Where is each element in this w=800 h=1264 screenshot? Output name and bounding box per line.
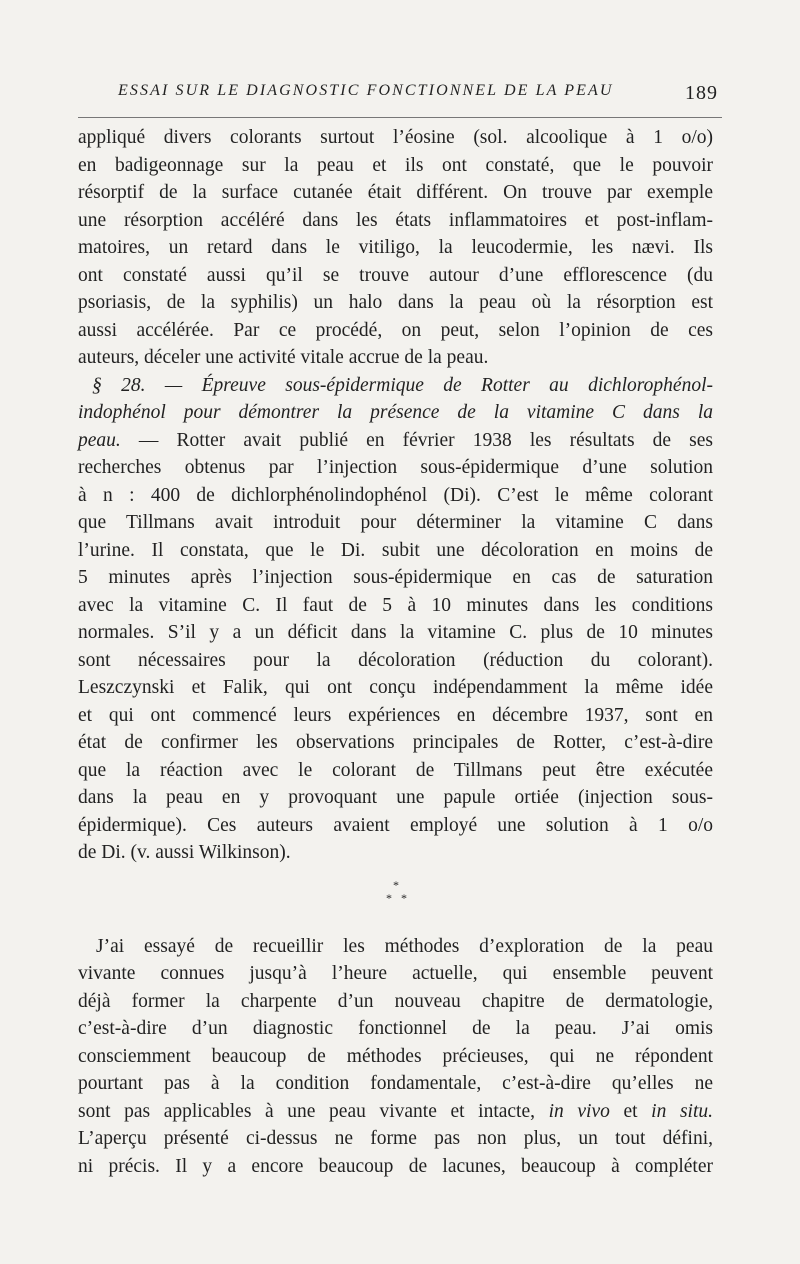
- text-line: vivante connues jusqu’à l’heure actuelle, qui ensemble peuvent: [78, 963, 713, 984]
- text-line: sont nécessaires pour la décoloration (réduction du colorant).: [78, 649, 713, 671]
- text-line: dans la peau en y provoquant une papule ortiée (injection sous-: [78, 787, 713, 808]
- text-line: auteurs, déceler une activité vitale accrue de la peau.: [78, 347, 489, 368]
- latin-term: in situ.: [651, 1100, 713, 1122]
- text-line: ont constaté aussi qu’il se trouve autour d’une efflorescence (du: [78, 264, 713, 286]
- running-title: ESSAI SUR LE DIAGNOSTIC FONCTIONNEL DE LA PEAU: [118, 82, 614, 99]
- text-line: l’urine. Il constata, que le Di. subit une décoloration en moins de: [78, 539, 713, 561]
- text-line: épidermique). Ces auteurs avaient employé une solution à 1 o/o: [78, 814, 713, 836]
- text-segment: sont pas applicables à une peau vivante et intacte,: [78, 1100, 549, 1122]
- text-line: psoriasis, de la syphilis) un halo dans la peau où la résorption est: [78, 292, 713, 313]
- asterism-star: *: [401, 890, 407, 905]
- asterism-separator: [78, 867, 713, 921]
- text-line: état de confirmer les observations principales de Rotter, c’est-à-dire: [78, 732, 713, 753]
- text-line: consciemment beaucoup de méthodes précieuses, qui ne répondent: [78, 1045, 713, 1067]
- section-heading-line: § 28. — Épreuve sous-épidermique de Rotter au dichlorophénol-: [92, 374, 713, 396]
- text-line: ni précis. Il y a encore beaucoup de lacunes, beaucoup à compléter: [78, 1155, 713, 1177]
- text-line: normales. S’il y a un déficit dans la vitamine C. plus de 10 minutes: [78, 622, 713, 643]
- text-line: [78, 1098, 713, 1126]
- asterism-star: *: [386, 890, 392, 905]
- text-line: appliqué divers colorants surtout l’éosine (sol. alcoolique à 1 o/o): [78, 127, 713, 148]
- asterism-star: *: [393, 877, 399, 892]
- text-line: résorptif de la surface cutanée était différent. On trouve par exemple: [78, 182, 713, 203]
- text-line: avec la vitamine C. Il faut de 5 à 10 minutes dans les conditions: [78, 594, 713, 616]
- latin-term: in vivo: [548, 1100, 610, 1122]
- text-line: à n : 400 de dichlorphénolindophénol (Di). C’est le même colorant: [78, 484, 713, 506]
- text-line: [78, 427, 713, 455]
- text-line: Leszczynski et Falik, qui ont conçu indépendamment la même idée: [78, 677, 713, 698]
- page-number: 189: [685, 82, 718, 104]
- section-heading-end: peau.: [78, 429, 121, 451]
- text-line: matoires, un retard dans le vitiligo, la leucodermie, les nævi. Ils: [78, 237, 713, 258]
- text-line: recherches obtenus par l’injection sous-épidermique d’une solution: [78, 457, 713, 478]
- text-line: que Tillmans avait introduit pour déterminer la vitamine C dans: [78, 512, 713, 533]
- section-heading: [78, 372, 713, 400]
- section-heading-line: indophénol pour démontrer la présence de la vitamine C dans la: [78, 402, 713, 423]
- section-text: — Rotter avait publié en février 1938 les résultats de ses: [120, 429, 713, 451]
- header-rule: [78, 117, 722, 118]
- section-heading-cont: [78, 399, 713, 427]
- text-segment: et: [609, 1100, 652, 1122]
- text-line: J’ai essayé de recueillir les méthodes d’exploration de la peau: [96, 935, 713, 957]
- text-line: déjà former la charpente d’un nouveau chapitre de dermatologie,: [78, 990, 713, 1012]
- spacer: [78, 921, 713, 933]
- running-header: [118, 82, 718, 112]
- text-line: L’aperçu présenté ci-dessus ne forme pas non plus, un tout défini,: [78, 1128, 713, 1149]
- text-line: de Di. (v. aussi Wilkinson).: [78, 842, 291, 863]
- text-line: pourtant pas à la condition fondamentale, c’est-à-dire qu’elles ne: [78, 1073, 713, 1094]
- text-line: aussi accélérée. Par ce procédé, on peut, selon l’opinion de ces: [78, 319, 713, 341]
- page-body: [78, 124, 713, 1180]
- text-line: 5 minutes après l’injection sous-épidermique en cas de saturation: [78, 567, 713, 588]
- text-line: c’est-à-dire d’un diagnostic fonctionnel de la peau. J’ai omis: [78, 1018, 713, 1039]
- text-line: une résorption accéléré dans les états inflammatoires et post-inflam-: [78, 209, 713, 231]
- text-line: en badigeonnage sur la peau et ils ont constaté, que le pouvoir: [78, 154, 713, 176]
- text-line: que la réaction avec le colorant de Tillmans peut être exécutée: [78, 759, 713, 781]
- text-line: et qui ont commencé leurs expériences en décembre 1937, sont en: [78, 704, 713, 726]
